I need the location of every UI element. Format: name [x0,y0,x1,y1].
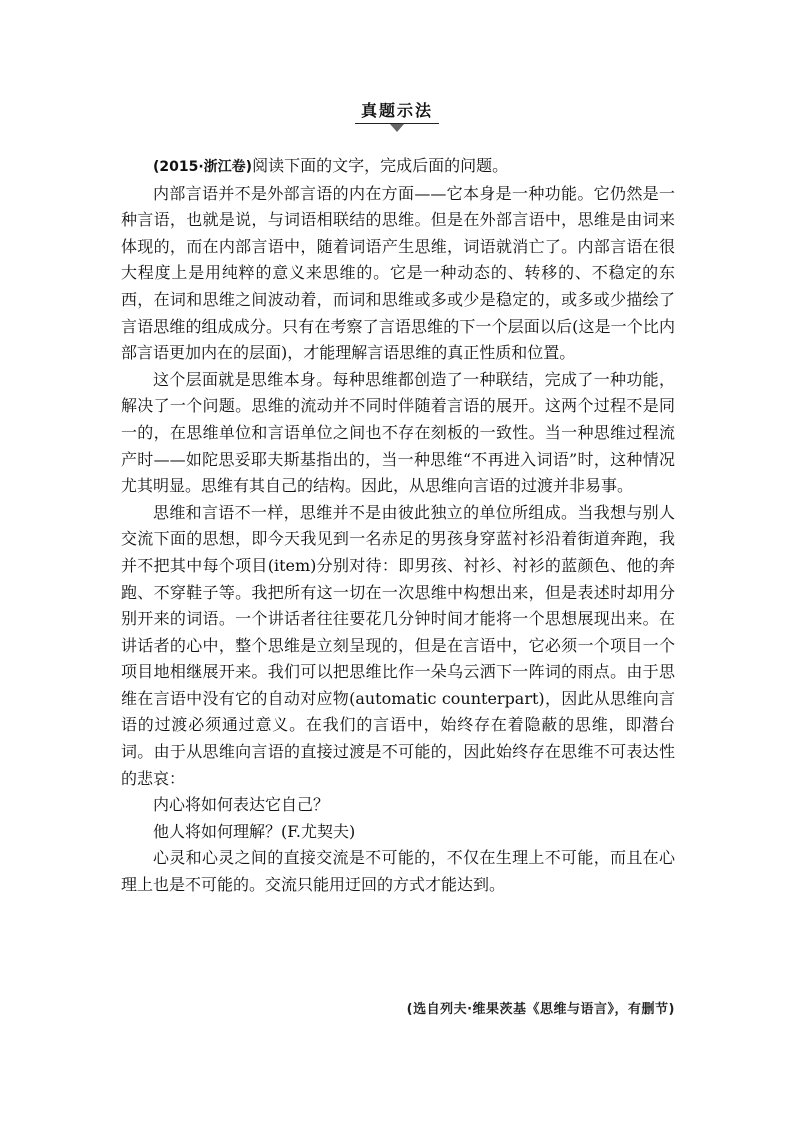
source-citation: (选自列夫·维果茨基《思维与语言》，有删节) [406,1002,675,1017]
passage-body [121,153,675,899]
exam-source-tag: (2015·浙江卷) [153,159,253,175]
passage-paragraph-2: 这个层面就是思维本身。每种思维都创造了一种联结，完成了一种功能，解决了一个问题。思维的流动并不同时伴随着言语的展开。这两个过程不是同一的，在思维单位和言语单位之间也不存在刻板的一致性。当一种思维过程流产时——如陀思妥耶夫斯基指出的，当一种思维“不再进入词语”时，这种情况尤其明显。思维有其自己的结构。因此，从思维向言语的过渡并非易事。 [121,369,675,496]
passage-paragraph-3: 思维和言语不一样，思维并不是由彼此独立的单位所组成。当我想与别人交流下面的思想，即今天我见到一名赤足的男孩身穿蓝衬衫沿着街道奔跑，我并不把其中每个项目(item)分别对待：即男孩、衬衫、衬衫的蓝颜色、他的奔跑、不穿鞋子等。我把所有这一切在一次思维中构想出来，但是表述时却用分别开来的词语。一个讲话者往往要花几分钟时间才能将一个思想展现出来。在讲话者的心中，整个思维是立刻呈现的，但是在言语中，它必须一个项目一个项目地相继展开来。我们可以把思维比作一朵乌云洒下一阵词的雨点。由于思维在言语中没有它的自动对应物(automatic counterpart)，因此从思维向言语的过渡必须通过意义。在我们的言语中，始终存在着隐蔽的思维，即潜台词。由于从思维向言语的直接过渡是不可能的，因此始终存在思维不可表达性的悲哀： [121,502,675,788]
section-heading-text: 真题示法 [360,101,433,120]
section-heading [355,98,439,124]
instruction-text: 阅读下面的文字，完成后面的问题。 [252,156,509,175]
poem-line-2: 他人将如何理解？(F.尤契夫) [153,821,356,841]
intro-line [121,153,675,181]
passage-paragraph-1: 内部言语并不是外部言语的内在方面——它本身是一种功能。它仍然是一种言语，也就是说，与词语相联结的思维。但是在外部言语中，思维是由词来体现的，而在内部言语中，随着词语产生思维，词语就消亡了。内部言语在很大程度上是用纯粹的意义来思维的。它是一种动态的、转移的、不稳定的东西，在词和思维之间波动着，而词和思维或多或少是稳定的，或多或少描绘了言语思维的组成成分。只有在考察了言语思维的下一个层面以后(这是一个比内部言语更加内在的层面)，才能理解言语思维的真正性质和位置。 [121,183,675,363]
down-triangle-icon [390,124,404,132]
poem-line-1: 内心将如何表达它自己？ [153,795,330,815]
passage-paragraph-4: 心灵和心灵之间的直接交流是不可能的，不仅在生理上不可能，而且在心理上也是不可能的。交流只能用迂回的方式才能达到。 [121,848,675,895]
heading-area [0,98,794,124]
